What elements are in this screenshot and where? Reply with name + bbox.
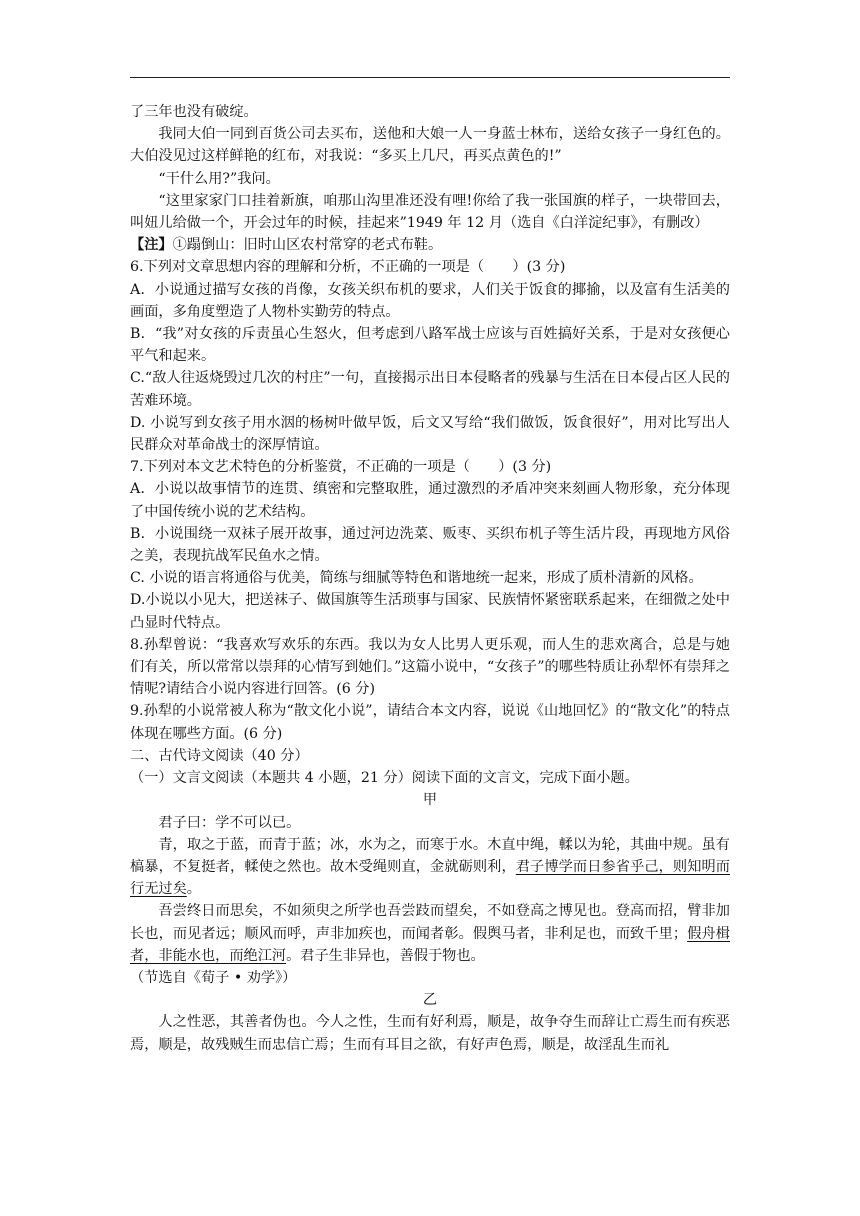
question-7-option-d: D.小说以小见大，把送袜子、做国旗等生活琐事与国家、民族情怀紧密联系起来，在细微之处中凸显时代特点。 bbox=[130, 592, 730, 631]
passage-source: （节选自《荀子 • 劝学》） bbox=[130, 969, 297, 986]
underlined-sentence: 假舟楫者，非能水也，而绝江河 bbox=[130, 925, 730, 964]
story-paragraph: 我同大伯一同到百货公司去买布，送他和大娘一人一身蓝士林布，送给女孩子一身红色的。大伯没见过这样鲜艳的红布，对我说：“多买上几尺，再买点黄色的!” bbox=[130, 126, 730, 165]
annotation bbox=[130, 234, 730, 256]
story-paragraph-ending: “这里家家门口挂着新旗，咱那山沟里准还没有哩!你给了我一张国旗的样子，一块带回去，叫妞儿给做一个，开会过年的时候，挂起来”1949 年 12 月（选自《白洋淀纪事》，有删改） bbox=[130, 192, 730, 232]
classical-paragraph: 人之性恶，其善者伪也。今人之性，生而有好利焉，顺是，故争夺生而辞让亡焉生而有疾恶焉，顺是，故残贼生而忠信亡焉；生而有耳目之欲，有好声色焉，顺是，故淫乱生而礼 bbox=[130, 1014, 730, 1053]
document-body bbox=[130, 101, 730, 1056]
question-8: 8.孙犁曾说：“我喜欢写欢乐的东西。我以为女人比男人更乐观，而人生的悲欢离合，总是与她们有关，所以常常以崇拜的心情写到她们。”这篇小说中，“女孩子”的哪些特质让孙犁怀有崇拜之情呢?请结合小说内容进行回答。(6 分) bbox=[130, 636, 730, 698]
question-9: 9.孙犁的小说常被人称为“散文化小说”，请结合本文内容，说说《山地回忆》的“散文化”的特点体现在哪些方面。(6 分) bbox=[130, 703, 730, 742]
annotation-text: ①蹋倒山：旧时山区农村常穿的老式布鞋。 bbox=[172, 237, 443, 254]
story-dialogue: “干什么用?”我问。 bbox=[158, 170, 280, 187]
question-7-option-b: B．小说围绕一双袜子展开故事，通过河边洗菜、贩枣、买织布机子等生活片段，再现地方风俗之美，表现抗战军民鱼水之情。 bbox=[130, 525, 730, 565]
question-6-option-a: A．小说通过描写女孩的肖像，女孩关织布机的要求，人们关于饭食的揶揄，以及富有生活美的画面，多角度塑造了人物朴实勤劳的特点。 bbox=[130, 281, 730, 320]
section-heading: 二、古代诗文阅读（40 分） bbox=[130, 747, 309, 764]
passage-yi-label: 乙 bbox=[422, 992, 438, 1009]
classical-paragraph: 吾尝终日而思矣，不如须臾之所学也吾尝跂而望矣，不如登高之博见也。登高而招，臂非加长也，而见者远；顺风而呼，声非加疾也，而闻者彰。假舆马者，非利足也，而致千里；假舟楫者，非能水也，而绝江河。君子生非异也，善假于物也。 bbox=[130, 903, 730, 964]
underlined-sentence: 君子博学而日参省乎己，则知明而行无过矣 bbox=[130, 858, 730, 898]
classical-line: 君子曰：学不可以已。 bbox=[158, 814, 301, 831]
question-7-option-c: C. 小说的语言将通俗与优美，简练与细腻等特色和谐地统一起来，形成了质朴清新的风格。 bbox=[130, 570, 703, 587]
classical-paragraph: 青，取之于蓝，而青于蓝；冰，水为之，而寒于水。木直中绳，輮以为轮，其曲中规。虽有槁暴，不复挺者，輮使之然也。故木受绳则直，金就砺则利，君子博学而日参省乎己，则知明而行无过矣。 bbox=[130, 836, 730, 898]
passage-jia-label: 甲 bbox=[422, 792, 438, 809]
question-6: 6.下列对文章思想内容的理解和分析，不正确的一项是（ ）(3 分) bbox=[130, 259, 566, 276]
header-rule bbox=[130, 77, 730, 78]
story-line: 了三年也没有破绽。 bbox=[130, 104, 258, 120]
question-7: 7.下列对本文艺术特色的分析鉴赏，不正确的一项是（ ）(3 分) bbox=[130, 459, 552, 476]
subsection-heading: （一）文言文阅读（本题共 4 小题，21 分）阅读下面的文言文，完成下面小题。 bbox=[130, 770, 639, 787]
question-7-option-a: A．小说以故事情节的连贯、缜密和完整取胜，通过激烈的矛盾冲突来刻画人物形象，充分体现了中国传统小说的艺术结构。 bbox=[130, 481, 730, 520]
question-6-option-b: B．“我”对女孩的斥责虽心生怒火，但考虑到八路军战士应该与百姓搞好关系，于是对女孩便心平气和起来。 bbox=[130, 326, 730, 365]
question-6-option-c: C.“敌人往返烧毁过几次的村庄”一句，直接揭示出日本侵略者的残暴与生活在日本侵占区人民的苦难环境。 bbox=[130, 370, 730, 409]
question-6-option-d: D. 小说写到女孩子用水洇的杨树叶做早饭，后文又写给“我们做饭，饭食很好”，用对比写出人民群众对革命战士的深厚情谊。 bbox=[130, 414, 730, 454]
annotation-tag: 【注】 bbox=[130, 237, 173, 254]
